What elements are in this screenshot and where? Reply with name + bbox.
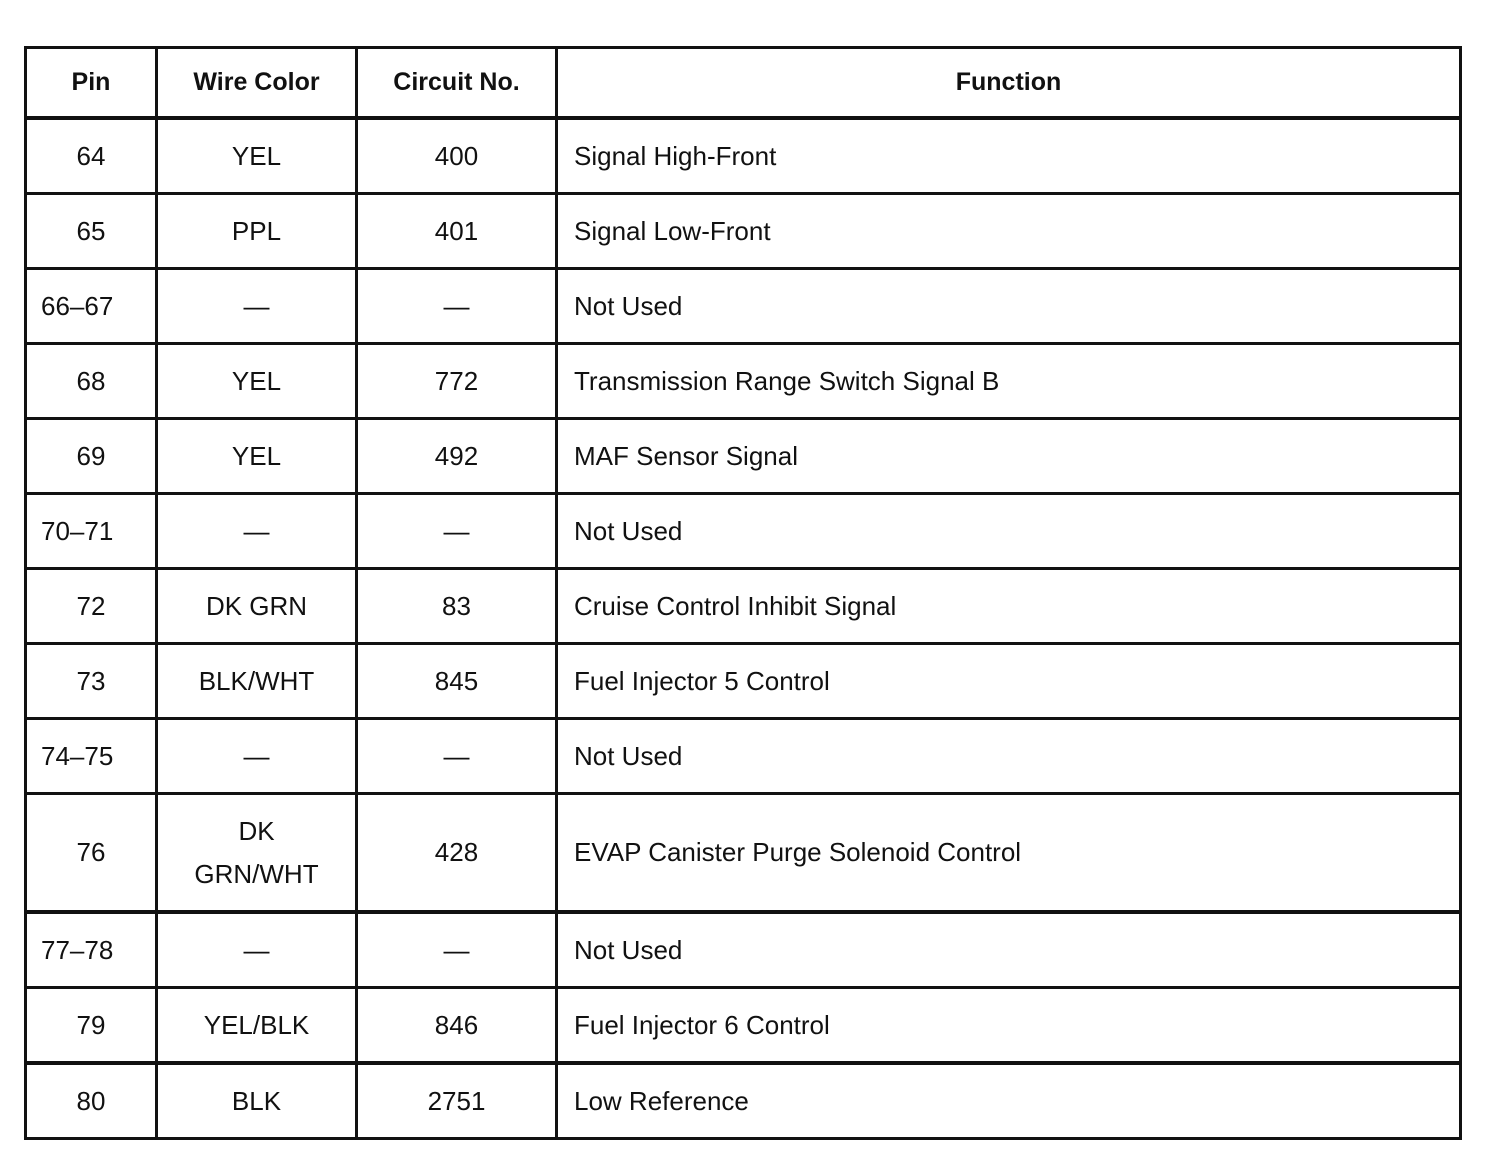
wire-color-cell: — xyxy=(157,719,357,794)
header-function: Function xyxy=(557,48,1461,119)
function-cell: Transmission Range Switch Signal B xyxy=(557,344,1461,419)
circuit-no-cell: 401 xyxy=(357,194,557,269)
table-row xyxy=(26,794,1461,913)
pin-cell: 68 xyxy=(26,344,157,419)
pin-cell: 76 xyxy=(26,794,157,913)
table-row xyxy=(26,1063,1461,1139)
circuit-no-cell: 772 xyxy=(357,344,557,419)
pin-cell: 77–78 xyxy=(26,912,157,988)
function-cell: Not Used xyxy=(557,494,1461,569)
table-body xyxy=(26,118,1461,1139)
pin-cell: 70–71 xyxy=(26,494,157,569)
function-cell: Not Used xyxy=(557,719,1461,794)
circuit-no-cell: 83 xyxy=(357,569,557,644)
function-cell: Not Used xyxy=(557,912,1461,988)
circuit-no-cell: — xyxy=(357,719,557,794)
function-cell: Fuel Injector 6 Control xyxy=(557,988,1461,1064)
table-row xyxy=(26,644,1461,719)
pinout-table-container xyxy=(24,46,1462,1140)
wire-color-cell: — xyxy=(157,494,357,569)
pin-cell: 69 xyxy=(26,419,157,494)
header-circuit-no: Circuit No. xyxy=(357,48,557,119)
circuit-no-cell: 428 xyxy=(357,794,557,913)
pin-cell: 73 xyxy=(26,644,157,719)
wire-color-cell: PPL xyxy=(157,194,357,269)
circuit-no-cell: 492 xyxy=(357,419,557,494)
wire-color-cell: — xyxy=(157,269,357,344)
function-cell: Low Reference xyxy=(557,1063,1461,1139)
function-cell: Signal High-Front xyxy=(557,118,1461,194)
table-row xyxy=(26,419,1461,494)
pin-cell: 79 xyxy=(26,988,157,1064)
wire-color-cell: YEL xyxy=(157,118,357,194)
table-row xyxy=(26,118,1461,194)
header-pin: Pin xyxy=(26,48,157,119)
wire-color-cell: YEL xyxy=(157,419,357,494)
function-cell: Not Used xyxy=(557,269,1461,344)
table-row xyxy=(26,569,1461,644)
table-row xyxy=(26,719,1461,794)
table-header xyxy=(26,48,1461,119)
connector-pinout-table xyxy=(24,46,1462,1140)
pin-cell: 66–67 xyxy=(26,269,157,344)
wire-color-cell: BLK xyxy=(157,1063,357,1139)
wire-color-line-2: GRN/WHT xyxy=(194,858,319,889)
pin-cell: 80 xyxy=(26,1063,157,1139)
table-row xyxy=(26,269,1461,344)
pin-cell: 74–75 xyxy=(26,719,157,794)
function-cell: EVAP Canister Purge Solenoid Control xyxy=(557,794,1461,913)
function-cell: Fuel Injector 5 Control xyxy=(557,644,1461,719)
function-cell: Cruise Control Inhibit Signal xyxy=(557,569,1461,644)
circuit-no-cell: — xyxy=(357,494,557,569)
wire-color-cell: YEL/BLK xyxy=(157,988,357,1064)
wire-color-cell: YEL xyxy=(157,344,357,419)
circuit-no-cell: 2751 xyxy=(357,1063,557,1139)
pin-cell: 64 xyxy=(26,118,157,194)
function-cell: MAF Sensor Signal xyxy=(557,419,1461,494)
table-row xyxy=(26,344,1461,419)
circuit-no-cell: 846 xyxy=(357,988,557,1064)
circuit-no-cell: — xyxy=(357,912,557,988)
wire-color-line-1: DK xyxy=(238,815,275,846)
table-row xyxy=(26,494,1461,569)
wire-color-cell: BLK/WHT xyxy=(157,644,357,719)
circuit-no-cell: 845 xyxy=(357,644,557,719)
wire-color-cell xyxy=(157,794,357,913)
table-row xyxy=(26,912,1461,988)
pin-cell: 65 xyxy=(26,194,157,269)
header-wire-color: Wire Color xyxy=(157,48,357,119)
table-row xyxy=(26,988,1461,1064)
table-row xyxy=(26,194,1461,269)
wire-color-cell: DK GRN xyxy=(157,569,357,644)
circuit-no-cell: 400 xyxy=(357,118,557,194)
function-cell: Signal Low-Front xyxy=(557,194,1461,269)
header-row xyxy=(26,48,1461,119)
pin-cell: 72 xyxy=(26,569,157,644)
wire-color-cell: — xyxy=(157,912,357,988)
circuit-no-cell: — xyxy=(357,269,557,344)
